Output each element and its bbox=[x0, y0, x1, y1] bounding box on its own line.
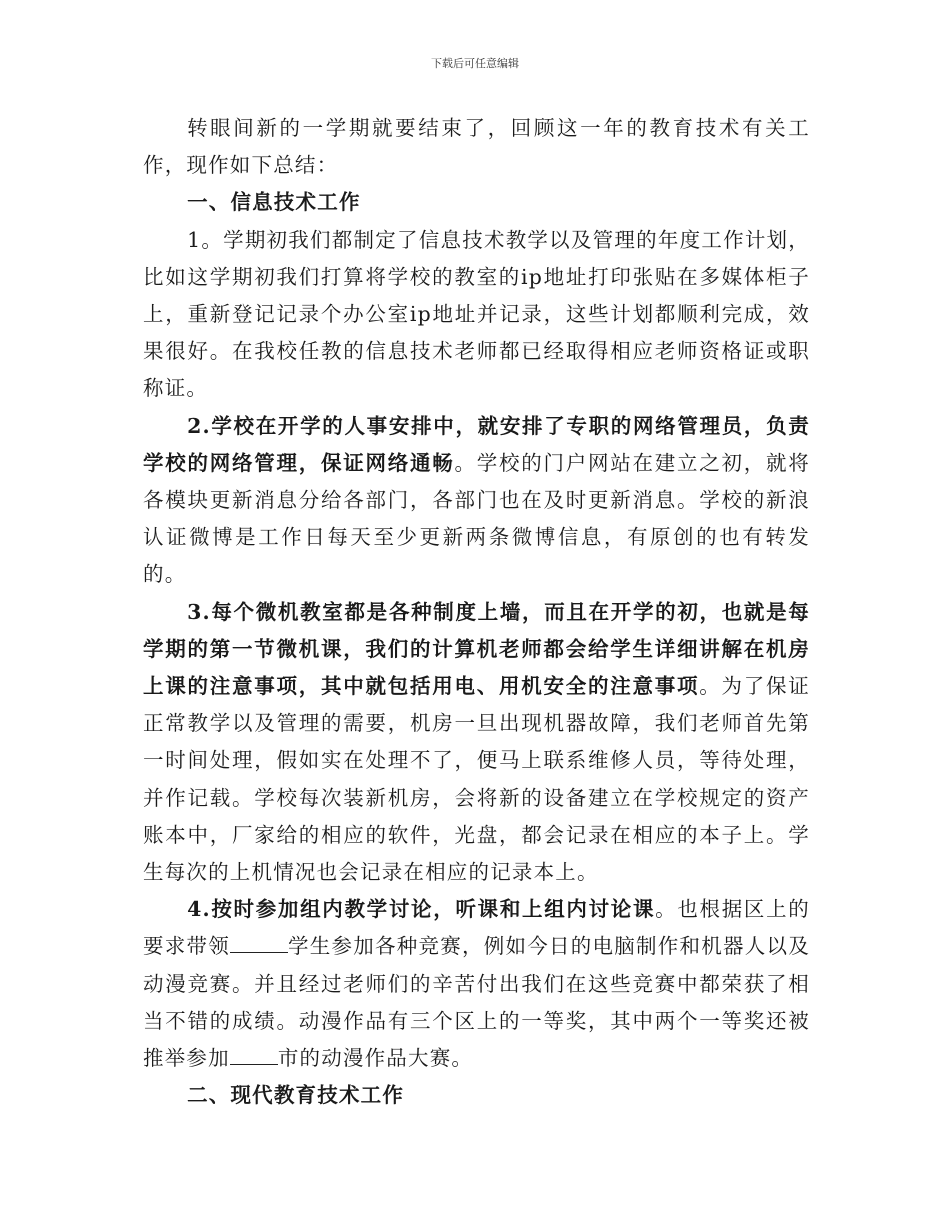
section-heading-2: 二、现代教育技术工作 bbox=[187, 1083, 405, 1108]
item-4-text-c: 市的动漫作品大赛。 bbox=[277, 1046, 474, 1071]
intro-paragraph: 转眼间新的一学期就要结束了，回顾这一年的教育技术有关工作，现作如下总结： bbox=[143, 116, 810, 178]
paragraph-item-4 bbox=[143, 891, 810, 1077]
item-3-text: 。为了保证正常教学以及管理的需要，机房一旦出现机器故障，我们老师首先第一时间处理，假如实在处理不了，便马上联系维修人员，等待处理，并作记载。学校每次装新机房，会将新的设备建立在学校规定的资产账本中，厂家给的相应的软件，光盘，都会记录在相应的本子上。学生每次的上机情况也会记录在相应的记录本上。 bbox=[143, 674, 811, 885]
item-4-bold-text: 4.按时参加组内教学讨论，听课和上组内讨论课 bbox=[187, 897, 656, 922]
item-4-text-a: 。也根据区上的要求带领 bbox=[143, 897, 810, 959]
item-4-text-b: 学生参加各种竞赛，例如今日的电脑制作和机器人以及动漫竞赛。并且经过老师们的辛苦付出我们在这些竞赛中都荣获了相当不错的成绩。动漫作品有三个区上的一等奖，其中两个一等奖还被推举参加 bbox=[143, 934, 810, 1071]
section-heading-1: 一、信息技术工作 bbox=[187, 190, 361, 215]
paragraph-item-3 bbox=[143, 594, 810, 892]
fill-in-blank bbox=[230, 934, 288, 953]
item-2-bold-text: 2.学校在开学的人事安排中，就安排了专职的网络管理员，负责学校的网络管理，保证网络通畅 bbox=[143, 413, 810, 475]
paragraph-item-1: 1。学期初我们都制定了信息技术教学以及管理的年度工作计划，比如这学期初我们打算将学校的教室的ip地址打印张贴在多媒体柜子上，重新登记记录个办公室ip地址并记录，这些计划都顺利完成，效果很好。在我校任教的信息技术老师都已经取得相应老师资格证或职称证。 bbox=[143, 227, 810, 401]
fill-in-blank bbox=[230, 1046, 278, 1065]
document-body bbox=[143, 110, 810, 1114]
item-3-bold-text: 3.每个微机教室都是各种制度上墙，而且在开学的初，也就是每学期的第一节微机课，我们的计算机老师都会给学生详细讲解在机房上课的注意事项，其中就包括用电、用机安全的注意事项 bbox=[143, 599, 810, 699]
page-header-note: 下载后可任意编辑 bbox=[431, 57, 519, 70]
paragraph-item-2 bbox=[143, 408, 810, 594]
item-2-text: 。学校的门户网站在建立之初，就将各模块更新消息分给各部门，各部门也在及时更新消息。学校的新浪认证微博是工作日每天至少更新两条微博信息，有原创的也有转发的。 bbox=[143, 450, 810, 587]
